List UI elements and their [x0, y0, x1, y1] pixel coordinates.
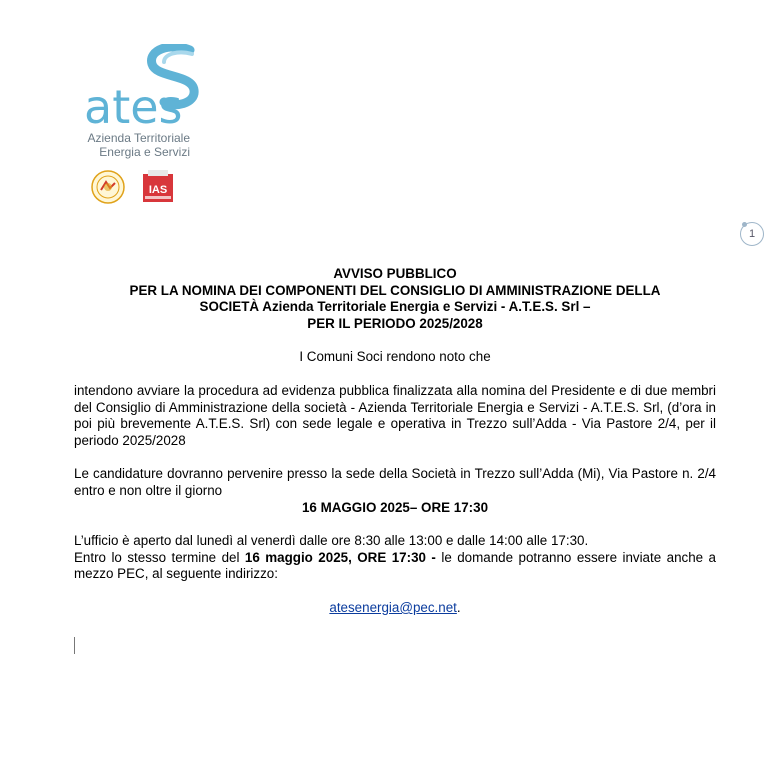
office-hours: L’ufficio è aperto dal lunedì al venerdì dalle ore 8:30 alle 13:00 e dalle 14:00 alle 17:30.	[74, 533, 589, 549]
text-cursor	[74, 637, 75, 654]
pec-text-before: Entro lo stesso termine del	[74, 549, 245, 565]
logo-subtitle-line1: Azienda Territoriale	[87, 131, 190, 145]
page-number-badge: 1	[740, 222, 764, 246]
paragraph-procedure: intendono avviare la procedura ad evidenza pubblica finalizzata alla nomina del Presidente e di due membri del Consiglio di Amministrazione della società - Azienda Territoriale Energia e Servizi - A.T.E.S. Srl, (d’ora in poi più brevemente A.T.E.S. Srl) con sede legale e operativa in Trezzo sull’Adda - Via Pastore 2/4, per il periodo 2025/2028	[74, 382, 716, 448]
intro-line: I Comuni Soci rendono noto che	[299, 349, 491, 365]
pec-address-line	[74, 600, 716, 617]
title-line-2: PER LA NOMINA DEI COMPONENTI DEL CONSIGLIO DI AMMINISTRAZIONE DELLA	[129, 282, 661, 298]
pec-period: .	[456, 599, 461, 615]
ias-badge-text: IAS	[148, 184, 168, 196]
title-line-1: AVVISO PUBBLICO	[333, 266, 457, 281]
deadline-line: 16 MAGGIO 2025– ORE 17:30	[301, 499, 489, 515]
title-line-4: PER IL PERIODO 2025/2028	[307, 315, 483, 331]
logo-subtitle-line2: Energia e Servizi	[99, 145, 190, 159]
notice-title	[74, 266, 716, 332]
paragraph-candidatures: Le candidature dovranno pervenire presso la sede della Società in Trezzo sull’Adda (Mi), Via Pastore n. 2/4 entro e non oltre il giorno	[74, 466, 716, 498]
pec-text-after: le domande potranno essere inviate anche a mezzo PEC, al seguente indirizzo:	[74, 549, 717, 582]
logo-wordmark: ates	[84, 80, 183, 134]
logo-subtitle	[84, 132, 190, 158]
page-marker-dot	[742, 222, 747, 227]
pec-email-link[interactable]: atesenergia@pec.net	[329, 599, 457, 615]
pec-text-deadline: 16 maggio 2025, ORE 17:30 -	[244, 549, 436, 565]
notice-body	[74, 266, 716, 617]
ias-certification-icon	[142, 170, 174, 204]
certification-seal-icon	[91, 170, 125, 204]
title-line-3: SOCIETÀ Azienda Territoriale Energia e Servizi - A.T.E.S. Srl –	[199, 299, 591, 315]
paragraph-pec	[74, 550, 716, 583]
